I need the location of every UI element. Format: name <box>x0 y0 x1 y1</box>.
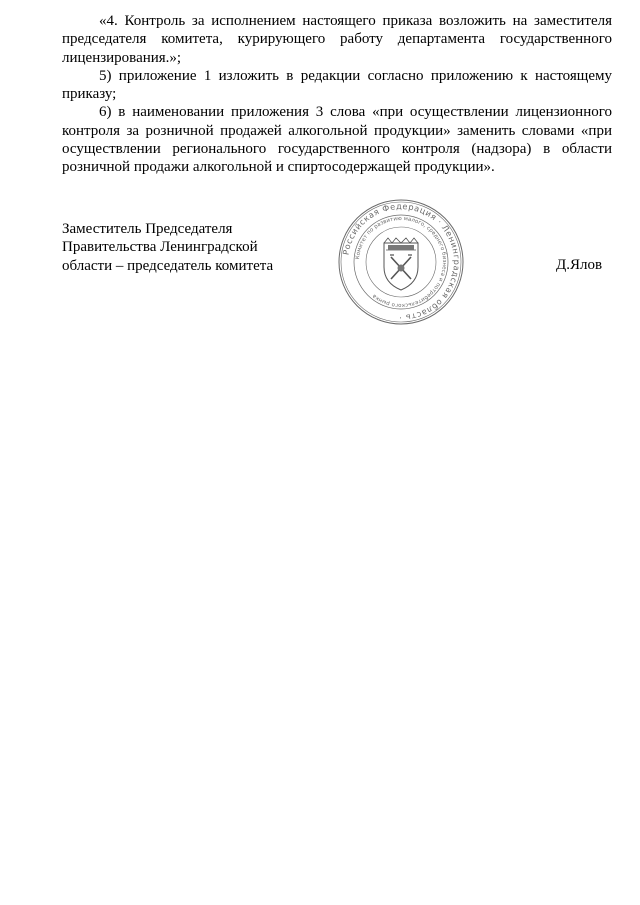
coat-of-arms-icon <box>384 238 418 290</box>
document-body <box>62 12 612 177</box>
position-line-2: Правительства Ленинградской <box>62 239 258 256</box>
paragraph-item-4: «4. Контроль за исполнением настоящего приказа возложить на заместителя председателя комитета, курирующего работу департамента государственного лицензирования.»; <box>62 13 612 66</box>
official-seal <box>336 197 466 327</box>
seal-graphic <box>336 197 466 327</box>
seal-inner-text: Комитет по развитию малого, среднего бизнеса и потребительского рынка <box>355 215 448 309</box>
seal-outer-text: Российская Федерация · Ленинградская область · <box>340 200 463 324</box>
position-line-3: области – председатель комитета <box>62 257 274 274</box>
paragraph-item-5: 5) приложение 1 изложить в редакции согласно приложению к настоящему приказу; <box>62 67 612 103</box>
seal-inner-ring <box>354 215 448 309</box>
signatory-position <box>62 220 273 275</box>
position-line-1: Заместитель Председателя <box>62 221 233 237</box>
paragraph-item-6: 6) в наименовании приложения 3 слова «при осуществлении лицензионного контроля за розничной продажей алкогольной продукции» заменить словами «при осуществлении регионального государственного контроля (надзора) в области розничной продажи алкогольной и спиртосодержащей продукции». <box>62 104 612 176</box>
signer-name: Д.Ялов <box>556 257 603 273</box>
